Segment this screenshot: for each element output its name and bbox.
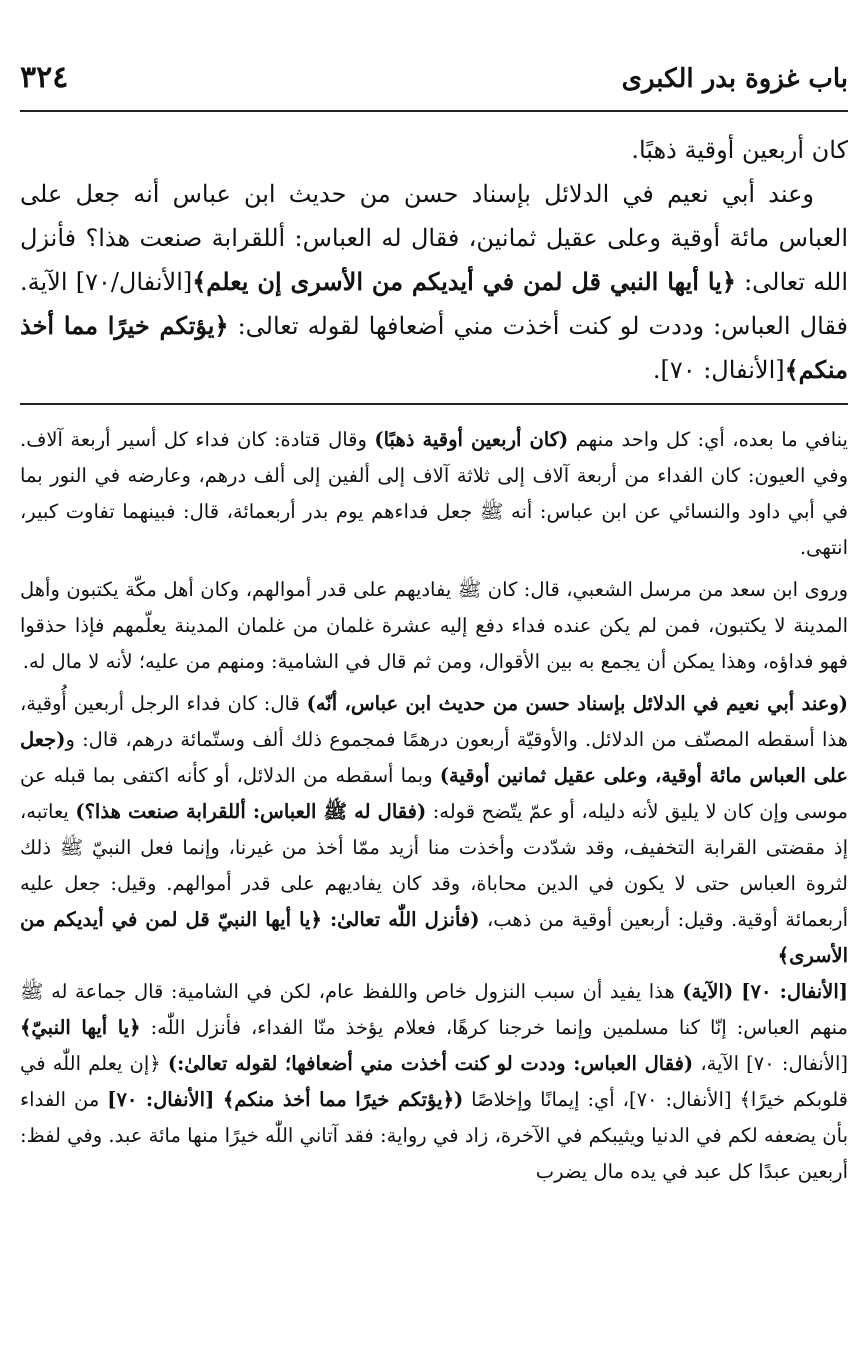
commentary-span: قال: كان فداء الرجل أربعين أُوقية، هذا أسقطه المصنّف من الدلائل. والأوقيّة أربعون درهمًا فمجموع ذلك ألف وستّمائة درهم، قال: و <box>20 692 848 751</box>
commentary-span: يعاتبه، إذ مقضتى القرابة التخفيف، وقد شدّدت وأخذت منا أزيد ممّا أخذ من غيرنا، وإنما فعل النبيّ ﷺ ذلك لثروة العباس حتى لا يكون في الدين محاباة، وقد كان يفاديهم على قدر أموالهم. وقيل: جعل عليه أربعمائة أوقية. وقيل: أربعين أوقية من ذهب، <box>20 800 849 931</box>
main-paragraph-2 <box>20 172 848 392</box>
quoted-matn: (كان أربعين أوقية ذهبًا) <box>374 428 569 451</box>
commentary-span: وقال قتادة: كان فداء كل أسير أربعة آلاف. وفي العيون: كان الفداء من أربعة آلاف إلى ثلاثة آلاف إلى ألفين إلى ألف درهم، وعارضه في النور بما في أبي داود والنسائي عن ابن عباس: أنه ﷺ جعل فداءهم يوم بدر أربعمائة، قال: فبينهما تفاوت كبير، انتهى. <box>20 428 848 559</box>
commentary-span: ينافي ما بعده، أي: كل واحد منهم <box>575 428 848 451</box>
quoted-matn: [الأنفال: ٧٠] (الآية) <box>682 980 849 1003</box>
commentary-span: [الأنفال: ٧٠] الآية، <box>700 1052 849 1075</box>
page-number: ٣٢٤ <box>20 60 69 95</box>
quoted-matn: (فقال العباس: وددت لو كنت أخذت مني أضعافها؛ لقوله تعالىٰ:) <box>167 1052 694 1075</box>
quran-verse: ﴿يا أيها النبي قل لمن في أيديكم من الأسرى إن يعلم﴾ <box>192 267 736 296</box>
main-paragraph-1: كان أربعين أوقية ذهبًا. <box>631 136 848 164</box>
commentary-paragraph-2: وروى ابن سعد من مرسل الشعبي، قال: كان ﷺ يفاديهم على قدر أموالهم، وكان أهل مكّة يكتبون وأهل المدينة لا يكتبون، فمن لم يكن عنده فداء دفع إليه عشرة غلمان من غلمان المدينة يعلّمهم فإذا حذقوا فهو فداؤه، وهذا يمكن أن يجمع به بين الأقوال، ومن ثم قال في الشامية: ومنهم من عليه؛ لأنه لا مال له. <box>20 578 848 673</box>
commentary-span: ﴿إن يعلم اللّٰه في قلوبكم خيرًا﴾ [الأنفال: ٧٠]، أي: إيمانًا وإخلاصًا <box>20 1052 848 1111</box>
page-header <box>20 60 848 112</box>
section-divider <box>20 403 848 405</box>
quoted-matn: ﴿يا أيها النبيّ﴾ <box>20 1016 141 1039</box>
verse-reference: [الأنفال: ٧٠]. <box>652 356 785 384</box>
quoted-matn: (وعند أبي نعيم في الدلائل بإسناد حسن من حديث ابن عباس، أنّه) <box>306 692 849 715</box>
quoted-matn: (جعل على العباس مائة أوقية، وعلى عقيل ثمانين أوقية) <box>20 728 849 787</box>
quoted-matn: (فأنزل اللّٰه تعالىٰ: ﴿يا أيها النبيّ قل لمن في أيديكم من الأسرى﴾ <box>20 908 848 967</box>
quoted-matn: (﴿يؤتكم خيرًا مما أخذ منكم﴾ [الأنفال: ٧٠] <box>107 1088 464 1111</box>
commentary-paragraph-3 <box>20 686 848 974</box>
commentary-span: وبما أسقطه من الدلائل، أو كأنه اكتفى بما قبله عن موسى وإن كان لا يليق لأنه دليله، أو عمّ يتّضح قوله: <box>20 764 848 823</box>
main-text-span: وعند أبي نعيم في الدلائل بإسناد حسن من حديث ابن عباس أنه جعل على العباس مائة أوقية وعلى عقيل ثمانين، فقال له العباس: أللقرابة صنعت هذا؟ فأنزل الله تعالى: <box>20 180 848 296</box>
commentary-paragraph-4 <box>20 974 848 1190</box>
commentary-span: من الفداء بأن يضعفه لكم في الدنيا ويثيبكم في الآخرة، زاد في رواية: فقد آتاني اللّٰه خيرًا منها مائة عبد. وفي لفظ: أربعين عبدًا كل عبد في يده مال يضرب <box>20 1088 848 1183</box>
main-text-span: [الأنفال/٧٠] الآية. فقال العباس: وددت لو كنت أخذت مني أضعافها لقوله تعالى: <box>20 268 848 340</box>
quran-verse: ﴿يؤتكم خيرًا مما أخذ منكم﴾ <box>20 311 848 384</box>
running-title: باب غزوة بدر الكبرى <box>621 64 848 94</box>
main-text <box>20 128 848 392</box>
commentary-span: هذا يفيد أن سبب النزول خاص واللفظ عام، لكن في الشامية: قال جماعة له ﷺ منهم العباس: إنّا كنا مسلمين وإنما خرجنا كرهًا، فعلام يؤخذ منّا الفداء، فأنزل اللّٰه: <box>20 980 848 1039</box>
commentary <box>20 422 848 1190</box>
quoted-matn: (فقال له ﷺ العباس: أللقرابة صنعت هذا؟) <box>75 800 427 823</box>
commentary-paragraph-1 <box>20 422 848 566</box>
